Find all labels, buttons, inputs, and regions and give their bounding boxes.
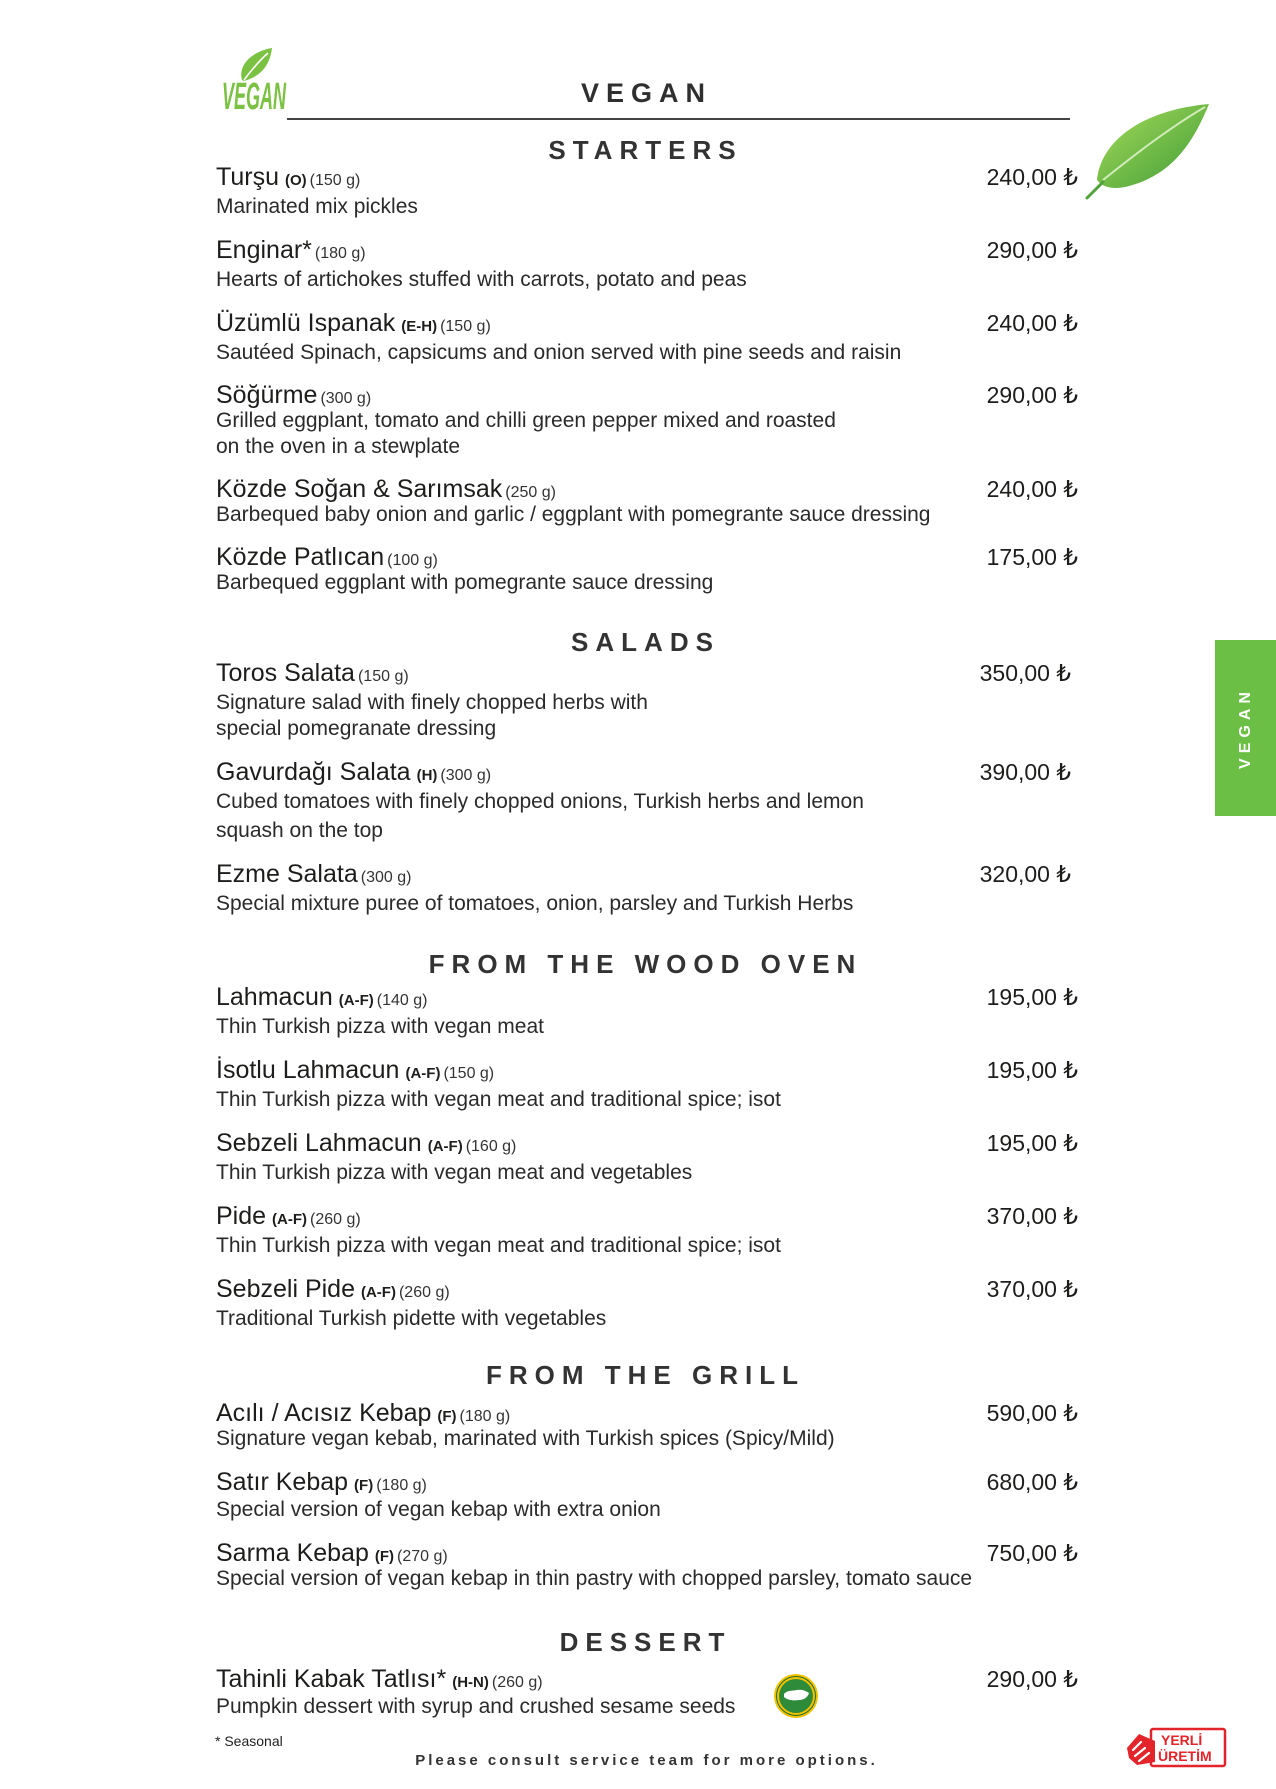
item-name: Sebzeli Lahmacun xyxy=(216,1129,422,1157)
item-price: 290,00 ₺ xyxy=(986,1666,1078,1692)
local-production-logo xyxy=(1125,1726,1227,1768)
item-weight: (150 g) xyxy=(443,1065,495,1082)
item-price: 290,00 ₺ xyxy=(986,237,1078,263)
section-heading-salads: SALADS xyxy=(571,627,720,657)
section-heading-from-the-grill: FROM THE GRILL xyxy=(486,1360,805,1390)
section-heading-from-the-wood-oven: FROM THE WOOD OVEN xyxy=(428,949,863,979)
item-weight: (160 g) xyxy=(465,1138,517,1155)
header-divider xyxy=(287,118,1070,120)
item-price: 390,00 ₺ xyxy=(979,759,1071,785)
item-description: Pumpkin dessert with syrup and crushed sesame seeds xyxy=(216,1695,736,1718)
item-description: Barbequed baby onion and garlic / eggplant with pomegrante sauce dressing xyxy=(216,503,931,526)
vegan-logo xyxy=(218,46,290,118)
item-name-line xyxy=(216,757,491,787)
item-allergens: (A-F) xyxy=(427,1138,463,1155)
item-name: Pide xyxy=(216,1202,267,1230)
item-description: Thin Turkish pizza with vegan meat and traditional spice; isot xyxy=(216,1234,781,1257)
item-description: squash on the top xyxy=(216,819,383,842)
item-name-line xyxy=(216,658,409,688)
item-name: Lahmacun xyxy=(216,983,333,1011)
local-logo-line1: YERLİ xyxy=(1161,1732,1203,1748)
item-weight: (300 g) xyxy=(320,390,372,407)
local-logo-line2: ÜRETİM xyxy=(1158,1748,1212,1764)
item-weight: (100 g) xyxy=(387,552,438,569)
item-description: Signature salad with finely chopped herbs with xyxy=(216,691,648,714)
item-name-line xyxy=(216,1467,427,1497)
item-description: Cubed tomatoes with finely chopped onions, Turkish herbs and lemon xyxy=(216,790,864,813)
item-name: Toros Salata xyxy=(216,659,355,687)
item-price: 590,00 ₺ xyxy=(986,1400,1078,1426)
item-weight: (150 g) xyxy=(309,172,361,189)
item-price: 240,00 ₺ xyxy=(986,476,1078,502)
item-allergens: (H) xyxy=(416,767,438,784)
item-name-line xyxy=(216,1664,543,1694)
item-name: Tahinli Kabak Tatlısı* xyxy=(216,1665,447,1693)
item-name: Turşu xyxy=(216,163,279,191)
item-weight: (260 g) xyxy=(398,1284,450,1301)
item-name: Acılı / Acısız Kebap xyxy=(216,1399,432,1427)
item-description: Special mixture puree of tomatoes, onion, parsley and Turkish Herbs xyxy=(216,892,854,915)
item-allergens: (F) xyxy=(437,1408,457,1425)
item-name: Gavurdağı Salata xyxy=(216,758,411,786)
item-description: Thin Turkish pizza with vegan meat xyxy=(216,1015,544,1038)
item-name: İsotlu Lahmacun xyxy=(216,1056,400,1084)
item-name-line xyxy=(216,1274,450,1304)
item-description: Marinated mix pickles xyxy=(216,195,418,218)
item-description: on the oven in a stewplate xyxy=(216,435,461,458)
side-tab-label: VEGAN xyxy=(1236,687,1254,769)
page-title: VEGAN xyxy=(580,78,713,108)
geographical-indication-seal-icon xyxy=(773,1673,819,1719)
leaf-icon xyxy=(1083,100,1211,200)
item-price: 750,00 ₺ xyxy=(986,1540,1078,1566)
item-name-line xyxy=(216,380,371,410)
section-heading-starters: STARTERS xyxy=(548,135,743,165)
item-price: 370,00 ₺ xyxy=(986,1276,1078,1302)
item-description: Thin Turkish pizza with vegan meat and traditional spice; isot xyxy=(216,1088,781,1111)
item-name-line xyxy=(216,308,491,338)
item-allergens: (A-F) xyxy=(338,992,374,1009)
item-weight: (260 g) xyxy=(491,1674,543,1691)
footer-note: Please consult service team for more options. xyxy=(415,1752,878,1769)
item-name: Sebzeli Pide xyxy=(216,1275,355,1303)
item-allergens: (A-F) xyxy=(405,1065,441,1082)
item-description: Traditional Turkish pidette with vegetables xyxy=(216,1307,607,1330)
item-weight: (260 g) xyxy=(310,1211,361,1228)
item-description: Barbequed eggplant with pomegrante sauce dressing xyxy=(216,571,714,594)
item-price: 370,00 ₺ xyxy=(986,1203,1078,1229)
item-weight: (270 g) xyxy=(397,1548,448,1565)
footnote: * Seasonal xyxy=(215,1733,283,1749)
item-allergens: (H-N) xyxy=(452,1674,489,1691)
item-name: Enginar* xyxy=(216,236,312,264)
item-description: special pomegranate dressing xyxy=(216,717,497,740)
item-description: Hearts of artichokes stuffed with carrots, potato and peas xyxy=(216,268,747,291)
item-price: 195,00 ₺ xyxy=(986,984,1078,1010)
item-weight: (180 g) xyxy=(376,1477,427,1494)
item-description: Grilled eggplant, tomato and chilli green pepper mixed and roasted xyxy=(216,409,836,432)
item-name: Sarma Kebap xyxy=(216,1539,369,1567)
item-weight: (150 g) xyxy=(357,668,409,685)
item-weight: (140 g) xyxy=(376,992,428,1009)
item-price: 175,00 ₺ xyxy=(986,544,1078,570)
item-allergens: (O) xyxy=(284,172,307,189)
item-price: 680,00 ₺ xyxy=(986,1469,1078,1495)
item-name-line xyxy=(216,1398,510,1428)
vegan-logo-text: VEGAN xyxy=(222,76,287,118)
item-name-line xyxy=(216,1055,494,1085)
item-price: 240,00 ₺ xyxy=(986,164,1078,190)
item-description: Thin Turkish pizza with vegan meat and vegetables xyxy=(216,1161,693,1184)
item-weight: (250 g) xyxy=(505,484,556,501)
item-name-line xyxy=(216,474,556,504)
item-name-line xyxy=(216,162,360,192)
item-name-line xyxy=(216,1538,448,1568)
item-weight: (150 g) xyxy=(440,318,491,335)
item-name-line xyxy=(216,1128,516,1158)
item-name-line xyxy=(216,1201,361,1231)
item-name: Üzümlü Ispanak xyxy=(216,309,396,337)
item-weight: (180 g) xyxy=(314,245,366,262)
item-name-line xyxy=(216,542,438,572)
item-name-line xyxy=(216,235,366,265)
item-name: Közde Patlıcan xyxy=(216,543,385,571)
side-category-tab xyxy=(1215,640,1276,816)
item-weight: (300 g) xyxy=(360,869,412,886)
item-name: Satır Kebap xyxy=(216,1468,349,1496)
item-name: Söğürme xyxy=(216,381,318,409)
item-description: Special version of vegan kebap with extra onion xyxy=(216,1498,661,1521)
item-weight: (300 g) xyxy=(440,767,492,784)
item-price: 290,00 ₺ xyxy=(986,382,1078,408)
item-allergens: (F) xyxy=(374,1548,395,1565)
section-heading-dessert: DESSERT xyxy=(559,1627,732,1657)
item-price: 240,00 ₺ xyxy=(986,310,1078,336)
item-price: 350,00 ₺ xyxy=(979,660,1071,686)
item-price: 320,00 ₺ xyxy=(979,861,1071,887)
item-allergens: (A-F) xyxy=(360,1284,396,1301)
item-price: 195,00 ₺ xyxy=(986,1130,1078,1156)
item-allergens: (E-H) xyxy=(401,318,438,335)
item-allergens: (F) xyxy=(354,1477,374,1494)
item-name: Ezme Salata xyxy=(216,860,358,888)
item-price: 195,00 ₺ xyxy=(986,1057,1078,1083)
item-description: Sautéed Spinach, capsicums and onion served with pine seeds and raisin xyxy=(216,341,902,364)
item-name: Közde Soğan & Sarımsak xyxy=(216,475,503,503)
item-description: Signature vegan kebab, marinated with Turkish spices (Spicy/Mild) xyxy=(216,1427,835,1450)
item-description: Special version of vegan kebap in thin pastry with chopped parsley, tomato sauce xyxy=(216,1567,973,1590)
item-name-line xyxy=(216,859,411,889)
item-weight: (180 g) xyxy=(459,1408,511,1425)
item-allergens: (A-F) xyxy=(272,1211,308,1228)
item-name-line xyxy=(216,982,427,1012)
